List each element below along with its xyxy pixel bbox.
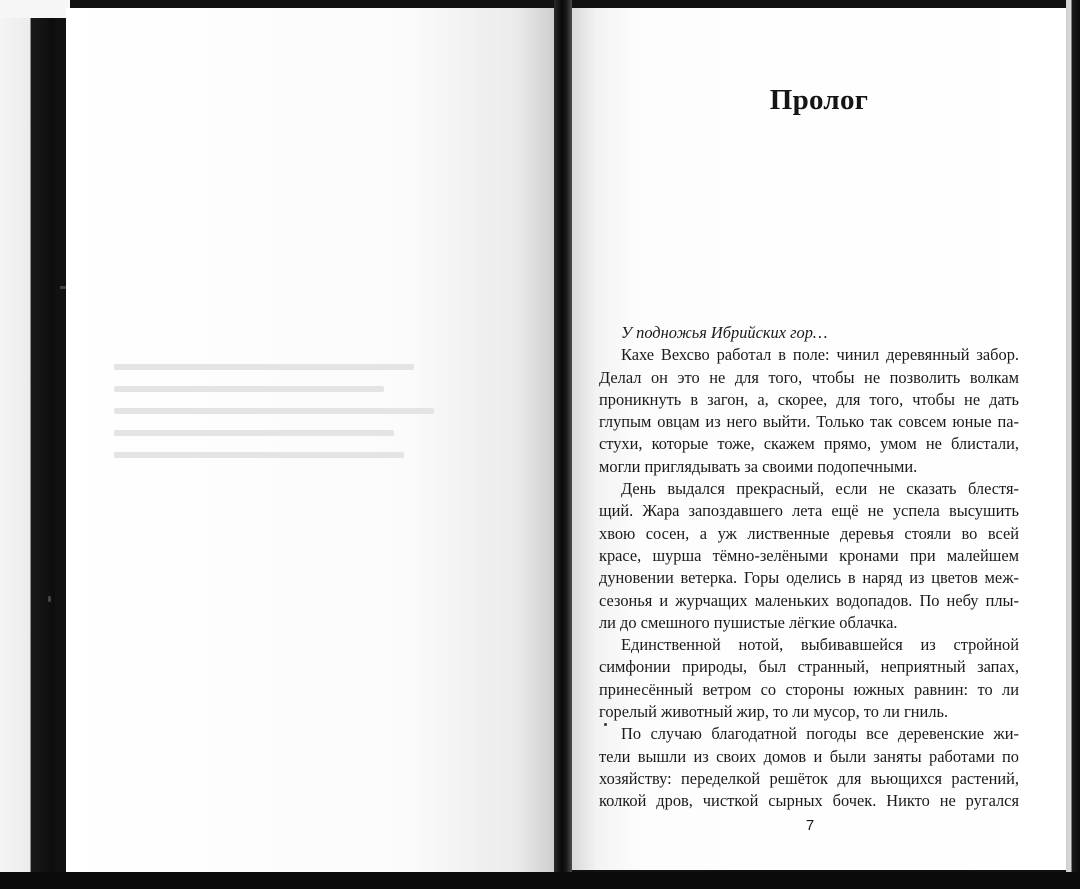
text-line: Единственной нотой, выбивавшейся из стройной bbox=[621, 635, 1019, 655]
text-line: симфонии природы, был странный, неприятный запах, bbox=[599, 657, 1019, 677]
text-line: хвою сосен, а уж лиственные деревья стояли во всей bbox=[599, 523, 1019, 543]
bleed-through-mark bbox=[114, 452, 404, 458]
text-line: тели вышли из своих домов и были заняты работами по bbox=[599, 746, 1019, 766]
text-line: сезонья и журчащих маленьких водопадов. По небу плы- bbox=[599, 590, 1019, 610]
text-line: дуновении ветерка. Горы оделись в наряд из цветов меж- bbox=[599, 568, 1019, 588]
epigraph: У подножья Ибрийских гор… bbox=[621, 323, 828, 342]
page-number: 7 bbox=[805, 817, 815, 834]
text-line: Делал он это не для того, чтобы не позволить волкам bbox=[599, 367, 1019, 387]
text-line: колкой дров, чисткой сырных бочек. Никто не ругался bbox=[599, 791, 1019, 811]
scan-speck bbox=[60, 286, 66, 289]
text-line: принесённый ветром со стороны южных равнин: то ли bbox=[599, 679, 1019, 699]
text-line: По случаю благодатной погоды все деревенские жи- bbox=[621, 724, 1019, 744]
text-line: горелый животный жир, то ли мусор, то ли гниль. bbox=[599, 702, 949, 722]
text-line: красе, шурша тёмно-зелёными кронами при малейшем bbox=[599, 545, 1019, 565]
scan-speck bbox=[48, 596, 51, 602]
text-line: могли приглядывать за своими подопечными. bbox=[599, 456, 918, 476]
left-page-blank bbox=[66, 8, 554, 876]
text-line: стухи, которые тоже, скажем прямо, умом не блистали, bbox=[599, 434, 1019, 454]
bleed-through-mark bbox=[114, 430, 394, 436]
chapter-title: Пролог bbox=[769, 84, 869, 116]
text-line: ли до смешного пушистые лёгкие облачка. bbox=[599, 612, 898, 632]
scan-border-top bbox=[0, 0, 70, 18]
text-line: проникнуть в загон, а, скорее, для того, чтобы не дать bbox=[599, 389, 1019, 409]
text-line: щий. Жара запоздавшего лета ещё не успела высушить bbox=[599, 501, 1019, 521]
text-line: хозяйству: переделкой решёток для вьющихся растений, bbox=[599, 768, 1019, 788]
book-spine bbox=[554, 0, 572, 889]
scan-border-bottom bbox=[0, 872, 1080, 889]
text-line: Кахе Вехсво работал в поле: чинил деревянный забор. bbox=[621, 345, 1019, 365]
bleed-through-mark bbox=[114, 364, 414, 370]
text-line: глупым овцам из него выйти. Только так совсем юные па- bbox=[599, 412, 1019, 432]
bleed-through-mark bbox=[114, 408, 434, 414]
body-text bbox=[599, 322, 1019, 813]
scan-border-right bbox=[1066, 0, 1080, 889]
scan-border-left bbox=[0, 0, 55, 889]
text-line: День выдался прекрасный, если не сказать блестя- bbox=[621, 479, 1019, 499]
bleed-through-mark bbox=[114, 386, 384, 392]
